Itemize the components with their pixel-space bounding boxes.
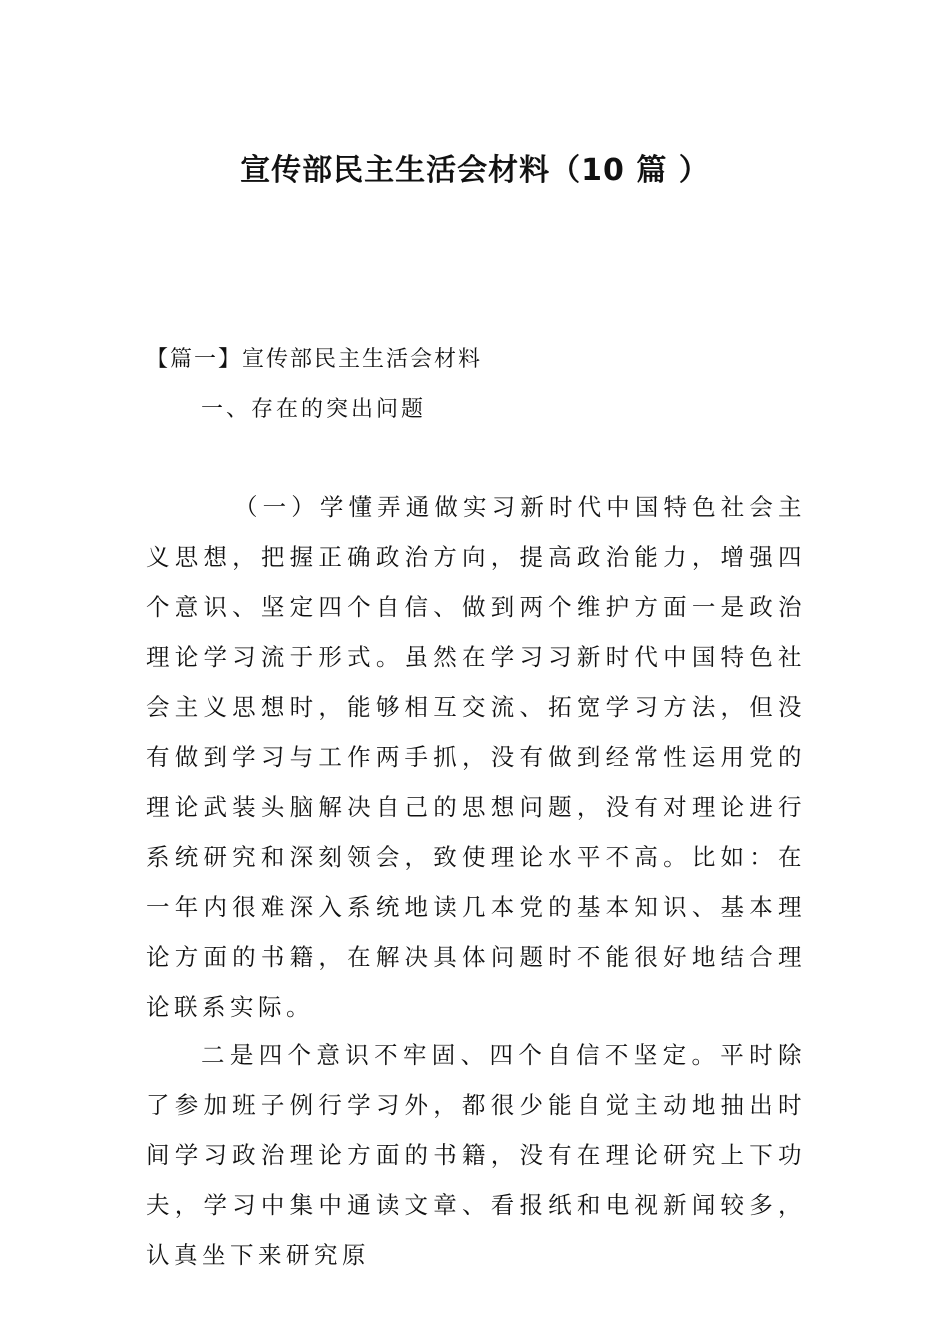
- paragraph-1: （一）学懂弄通做实习新时代中国特色社会主义思想，把握正确政治方向，提高政治能力，增强四个意识、坚定四个自信、做到两个维护方面一是政治理论学习流于形式。虽然在学习习新时代中国特色社会主义思想时，能够相互交流、拓宽学习方法，但没有做到学习与工作两手抓，没有做到经常性运用党的理论武装头脑解决自己的思想问题，没有对理论进行系统研究和深刻领会，致使理论水平不高。比如：在一年内很难深入系统地读几本党的基本知识、基本理论方面的书籍，在解决具体问题时不能很好地结合理论联系实际。: [146, 493, 806, 1021]
- paragraph-2: 二是四个意识不牢固、四个自信不坚定。平时除了参加班子例行学习外，都很少能自觉主动地抽出时间学习政治理论方面的书籍，没有在理论研究上下功夫，学习中集中通读文章、看报纸和电视新闻较多，认真坐下来研究原: [146, 1041, 806, 1269]
- document-title: 宣传部民主生活会材料（10 篇 ）: [240, 153, 710, 188]
- section-heading: 【篇一】宣传部民主生活会材料: [146, 347, 483, 372]
- sub-heading: 一、存在的突出问题: [201, 397, 427, 422]
